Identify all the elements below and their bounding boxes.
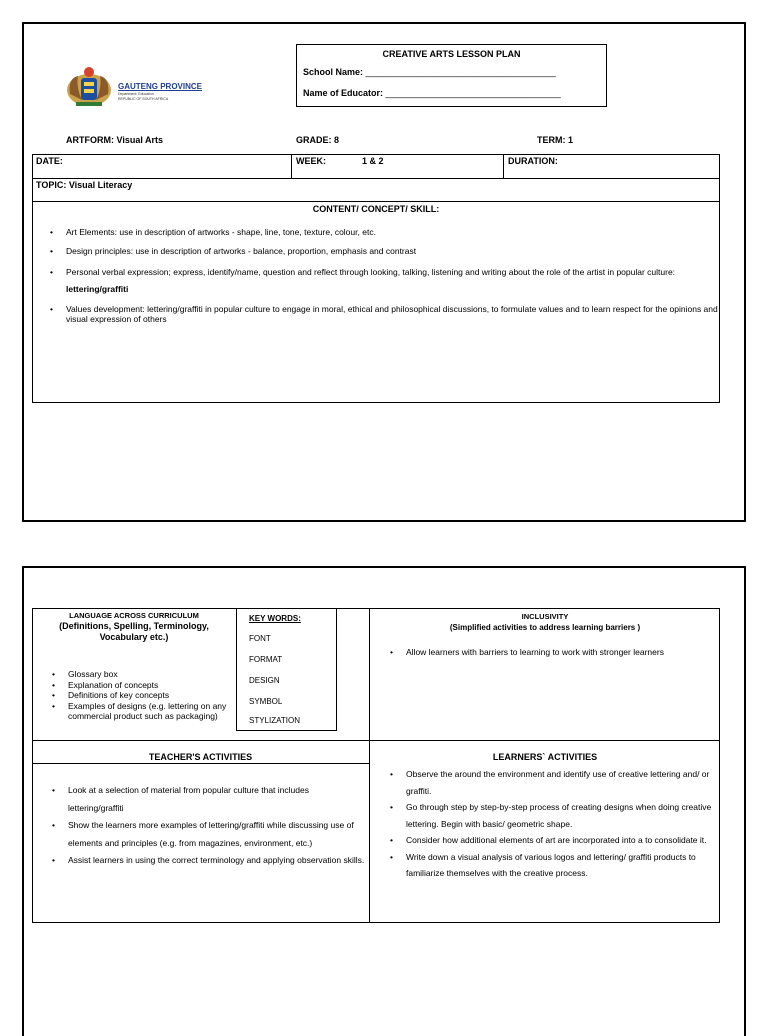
- duration-label: DURATION:: [508, 156, 558, 166]
- row-divider-heading: [32, 763, 369, 764]
- teacher-item: • Assist learners in using the correct terminology and applying observation skills.: [36, 852, 366, 870]
- language-item: • Glossary box: [36, 669, 234, 680]
- school-name-field[interactable]: [303, 67, 556, 77]
- language-item: • Explanation of concepts: [36, 680, 234, 691]
- content-item-bold: lettering/graffiti: [66, 284, 129, 294]
- learners-item: • Go through step by step-by-step process of creating designs when doing creative lettering. Begin with basic/ geometric shape.: [374, 799, 718, 832]
- learners-heading: LEARNERS` ACTIVITIES: [492, 752, 598, 762]
- content-item: • Design principles: use in description of artworks - balance, proportion, emphasis and contrast: [34, 245, 718, 258]
- teacher-heading: TEACHER'S ACTIVITIES: [148, 752, 253, 762]
- keyword: SYMBOL: [249, 697, 283, 706]
- col-divider-duration: [503, 154, 504, 178]
- content-item: • Art Elements: use in description of artworks - shape, line, tone, texture, colour, etc.: [34, 226, 718, 239]
- learners-item: • Consider how additional elements of art are incorporated into a to consolidate it.: [374, 832, 718, 849]
- content-list: [34, 226, 718, 324]
- learners-list: [374, 766, 718, 882]
- educator-name-field[interactable]: [303, 88, 561, 98]
- topic-label: TOPIC: Visual Literacy: [36, 180, 133, 190]
- date-label: DATE:: [36, 156, 63, 166]
- teacher-item: • Look at a selection of material from popular culture that includes lettering/graffiti: [36, 782, 366, 817]
- col-divider-main: [369, 608, 370, 923]
- inclusivity-list: [374, 647, 718, 658]
- keyword: DESIGN: [249, 676, 280, 685]
- artform-label: ARTFORM: Visual Arts: [66, 135, 164, 145]
- week-label: WEEK:: [296, 156, 326, 166]
- language-subheading: (Definitions, Spelling, Terminology, Vocabulary etc.): [59, 621, 209, 642]
- content-heading: CONTENT/ CONCEPT/ SKILL:: [312, 204, 440, 214]
- plan-info-box: [296, 44, 607, 107]
- col-divider-week: [291, 154, 292, 178]
- plan-title: CREATIVE ARTS LESSON PLAN: [382, 49, 521, 59]
- keywords-heading: KEY WORDS:: [249, 614, 301, 623]
- learners-item: • Write down a visual analysis of various logos and lettering/ graffiti products to familiarize themselves with the creative process.: [374, 849, 718, 882]
- keyword: STYLIZATION: [249, 716, 300, 725]
- educator-name-line: ___________________________________: [385, 88, 561, 98]
- language-item: • Definitions of key concepts: [36, 690, 234, 701]
- coat-of-arms-icon: [64, 64, 114, 110]
- row-divider-activities: [32, 740, 720, 741]
- inclusivity-heading: INCLUSIVITY: [521, 612, 569, 621]
- content-item: • Values development: lettering/graffiti in popular culture to engage in moral, ethical and philosophical discussions, to formulate values and to learn respect for the opinions and visual expression of others: [34, 304, 718, 324]
- gauteng-logo: [64, 64, 204, 110]
- language-item: • Examples of designs (e.g. lettering on any commercial product such as packaging): [36, 701, 234, 722]
- teacher-item: • Show the learners more examples of lettering/graffiti while discussing use of elements and principles (e.g. from magazines, environment, etc.): [36, 817, 366, 852]
- educator-name-label: Name of Educator:: [303, 88, 384, 98]
- content-item: • Personal verbal expression; express, identify/name, question and reflect through looking, talking, listening and writing about the role of the artist in popular culture: lettering/graffiti: [34, 264, 718, 298]
- logo-sub2: REPUBLIC OF SOUTH AFRICA: [118, 97, 169, 101]
- logo-name: GAUTENG PROVINCE: [118, 82, 203, 91]
- inclusivity-item: • Allow learners with barriers to learning to work with stronger learners: [374, 647, 718, 658]
- keyword: FORMAT: [249, 655, 283, 664]
- row-divider-2: [32, 201, 720, 202]
- learners-item: • Observe the around the environment and identify use of creative lettering and/ or graffiti.: [374, 766, 718, 799]
- term-label: TERM: 1: [537, 135, 573, 145]
- school-name-label: School Name:: [303, 67, 364, 77]
- language-list: [36, 669, 234, 722]
- teacher-list: [36, 782, 366, 870]
- grade-label: GRADE: 8: [296, 135, 340, 145]
- logo-sub1: Department: Education: [118, 92, 154, 96]
- keywords-box: [236, 608, 337, 731]
- keyword: FONT: [249, 634, 271, 643]
- language-heading: LANGUAGE ACROSS CURRICULUM: [69, 611, 199, 620]
- inclusivity-subheading: (Simplified activities to address learning barriers ): [449, 623, 641, 632]
- week-value: 1 & 2: [362, 156, 384, 166]
- school-name-line: ______________________________________: [365, 67, 556, 77]
- row-divider-1: [32, 178, 720, 179]
